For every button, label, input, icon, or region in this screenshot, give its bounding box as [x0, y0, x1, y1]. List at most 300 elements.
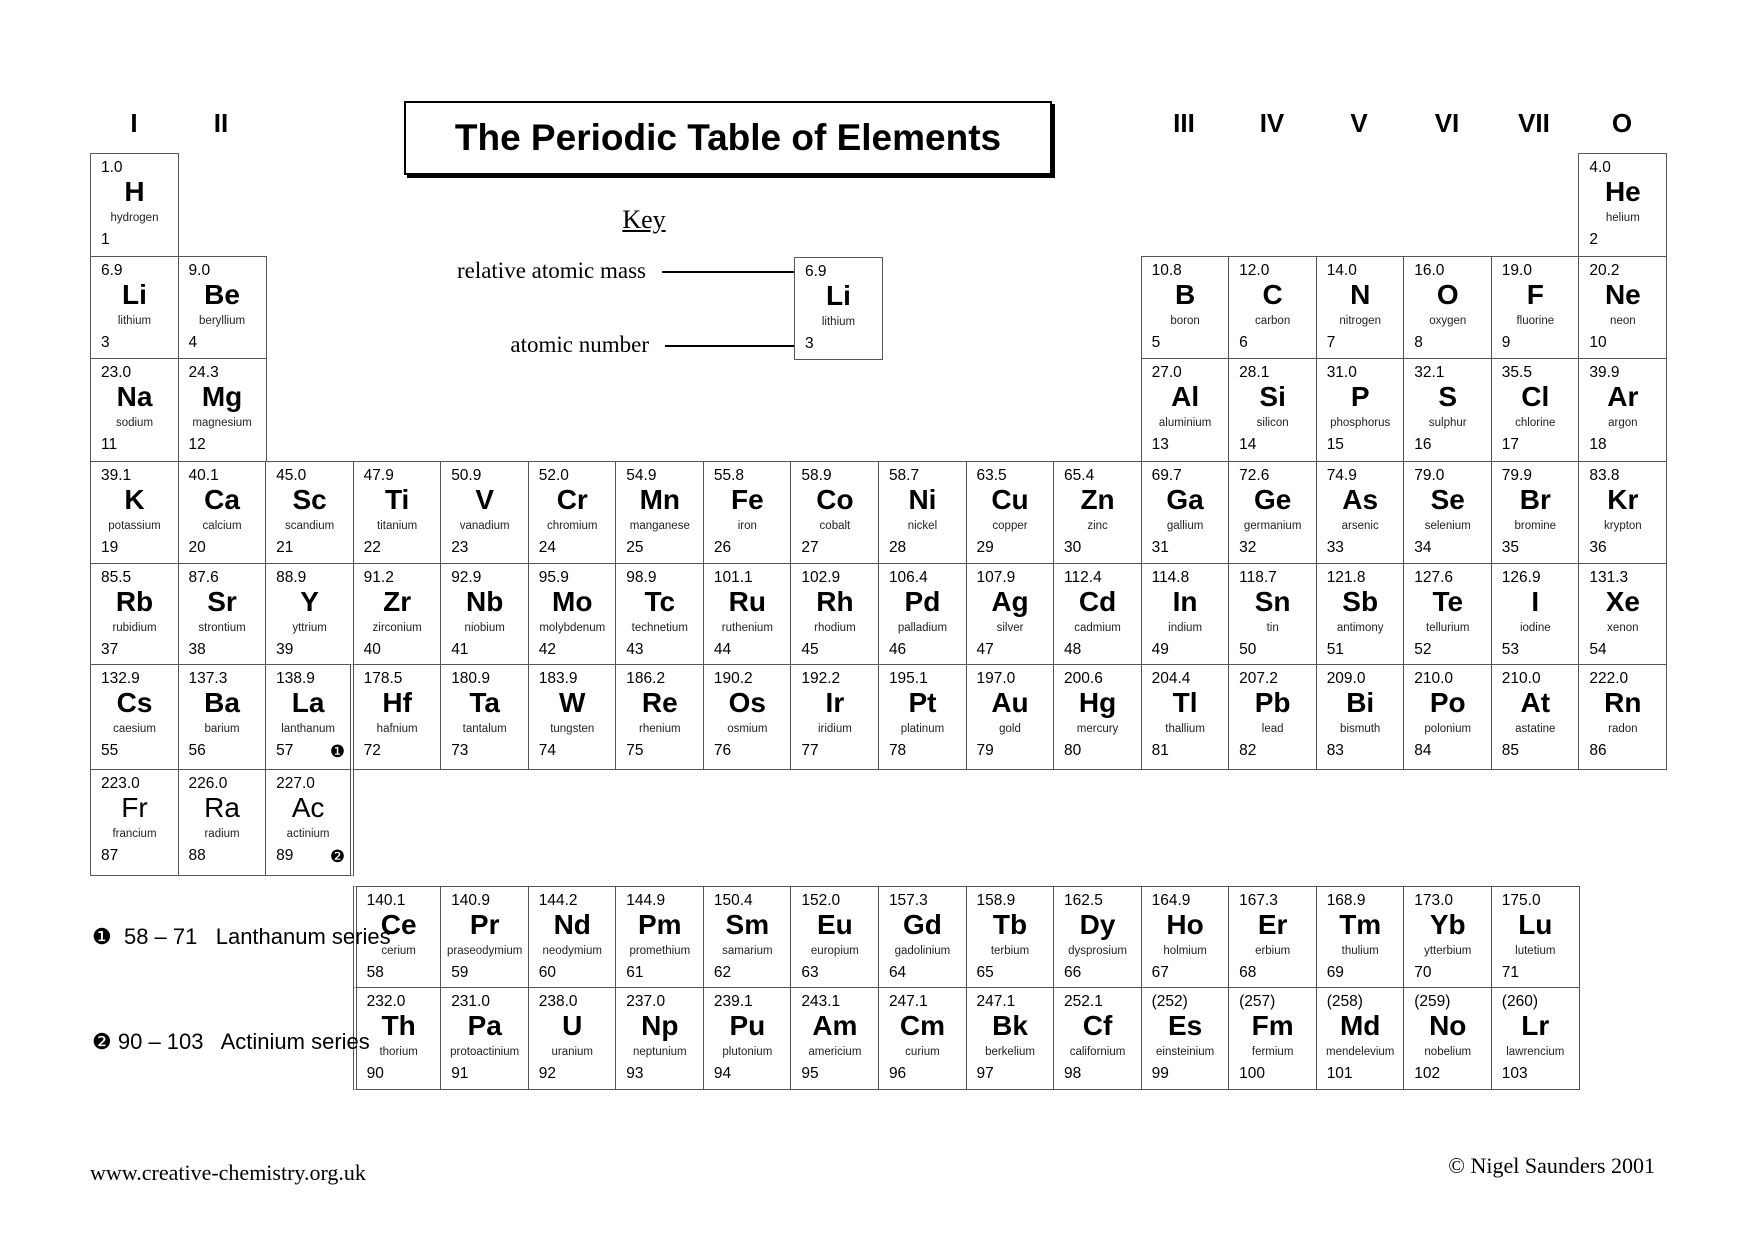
element-cell-antimony: [1316, 563, 1405, 665]
element-symbol: Te: [1432, 586, 1464, 617]
group-label-5: V: [1350, 108, 1368, 138]
atomic-number: 45: [801, 641, 819, 658]
element-mass: 72.6: [1239, 467, 1270, 484]
series-name: Lanthanum series: [215, 924, 391, 949]
element-name: hydrogen: [110, 212, 159, 224]
element-mass: 178.5: [363, 670, 403, 687]
element-name: xenon: [1607, 622, 1639, 634]
element-mass: 107.9: [976, 569, 1016, 586]
atomic-number: 4: [188, 334, 198, 351]
element-mass: 209.0: [1326, 670, 1366, 687]
element-symbol: Ge: [1253, 484, 1292, 515]
atomic-number: 94: [713, 1065, 732, 1082]
element-cell-selenium: [1403, 461, 1492, 564]
element-name: antimony: [1336, 622, 1384, 634]
element-name: europium: [810, 945, 859, 957]
element-mass: 20.2: [1589, 262, 1620, 279]
element-name: uranium: [551, 1046, 594, 1058]
element-cell-phosphorus: [1316, 358, 1405, 462]
element-mass: 52.0: [538, 467, 569, 484]
element-name: berkelium: [985, 1046, 1035, 1058]
element-symbol: Ta: [469, 687, 500, 718]
element-mass: 83.8: [1589, 467, 1620, 484]
element-cell-holmium: [1141, 886, 1230, 988]
actinium-series-label: [92, 1029, 370, 1055]
element-name: aluminium: [1158, 417, 1212, 429]
atomic-number: 44: [713, 641, 732, 658]
element-symbol: Bk: [992, 1010, 1028, 1041]
element-cell-sulphur: [1403, 358, 1492, 462]
element-cell-thallium: [1141, 664, 1230, 770]
atomic-number: 6: [1239, 334, 1248, 351]
element-symbol: Ru: [728, 586, 766, 617]
element-symbol: Cf: [1082, 1010, 1113, 1041]
element-symbol: Pa: [467, 1010, 502, 1041]
element-cell-erbium: [1228, 886, 1317, 988]
element-symbol: Hf: [382, 687, 412, 718]
element-cell-nitrogen: [1316, 256, 1405, 359]
element-cell-iron: [703, 461, 792, 564]
element-name: ytterbium: [1424, 945, 1472, 957]
element-name: bismuth: [1340, 723, 1381, 735]
element-symbol: Hg: [1078, 687, 1117, 718]
element-mass: 200.6: [1064, 670, 1103, 687]
element-symbol: Si: [1259, 381, 1286, 412]
element-name: lutetium: [1515, 945, 1556, 957]
atomic-number: 14: [1239, 436, 1257, 453]
element-name: thorium: [379, 1046, 418, 1058]
element-mass: 150.4: [713, 892, 753, 909]
element-name: titanium: [377, 520, 418, 532]
atomic-number: 60: [538, 964, 556, 981]
atomic-number: 46: [888, 641, 907, 658]
element-name: tin: [1266, 622, 1279, 634]
element-symbol: Pt: [908, 687, 937, 718]
element-cell-iodine: [1491, 563, 1580, 665]
element-cell-dysprosium: [1053, 886, 1142, 988]
element-cell-xenon: [1578, 563, 1667, 665]
element-cell-protoactinium: [440, 987, 529, 1090]
element-name: mendelevium: [1325, 1046, 1395, 1058]
element-symbol: Tc: [644, 586, 676, 617]
element-cell-lead: [1228, 664, 1317, 770]
element-mass: 231.0: [451, 993, 490, 1010]
atomic-number: 69: [1326, 964, 1344, 981]
element-symbol: Th: [381, 1010, 416, 1041]
element-name: nitrogen: [1339, 315, 1381, 327]
atomic-number: 91: [451, 1065, 469, 1082]
element-name: dysprosium: [1068, 945, 1127, 957]
element-cell-neon: [1578, 256, 1667, 359]
atomic-number: 72: [363, 742, 381, 759]
element-cell-rhenium: [615, 664, 704, 770]
atomic-number: 5: [1151, 334, 1161, 351]
element-mass: 65.4: [1064, 467, 1095, 484]
series-marker-2: ❷: [92, 1029, 112, 1054]
element-cell-nickel: [878, 461, 967, 564]
key-number-label: atomic number: [510, 332, 649, 357]
element-cell-californium: [1053, 987, 1142, 1090]
element-symbol: No: [1429, 1010, 1467, 1041]
element-mass: 95.9: [538, 569, 569, 586]
atomic-number: 36: [1589, 539, 1607, 556]
atomic-number: 31: [1151, 539, 1169, 556]
atomic-number: 59: [451, 964, 469, 981]
element-cell-europium: [790, 886, 879, 988]
element-name: lithium: [117, 315, 152, 327]
element-symbol: Br: [1519, 484, 1551, 515]
element-cell-promethium: [615, 886, 704, 988]
key-number-pointer: [665, 345, 796, 347]
element-symbol: Fm: [1251, 1010, 1294, 1041]
element-name: helium: [1605, 212, 1640, 224]
element-mass: 24.3: [188, 364, 219, 381]
element-cell-osmium: [703, 664, 792, 770]
element-symbol: S: [1438, 381, 1458, 412]
element-symbol: Tm: [1339, 909, 1382, 940]
element-mass: 98.9: [626, 569, 657, 586]
element-name: technetium: [631, 622, 688, 634]
atomic-number: 50: [1239, 641, 1257, 658]
element-symbol: K: [124, 484, 145, 515]
element-symbol: Pb: [1254, 687, 1291, 718]
element-symbol: Ne: [1604, 279, 1641, 310]
element-mass: 226.0: [188, 775, 228, 792]
element-name: neon: [1610, 315, 1636, 327]
element-name: tellurium: [1426, 622, 1470, 634]
element-name: praseodymium: [446, 945, 523, 957]
element-name: argon: [1608, 417, 1638, 429]
atomic-number: 79: [976, 742, 994, 759]
element-cell-arsenic: [1316, 461, 1405, 564]
element-mass: 10.8: [1151, 262, 1182, 279]
group-label-7: VII: [1518, 108, 1550, 138]
atomic-number: 53: [1501, 641, 1520, 658]
element-symbol: Zn: [1080, 484, 1115, 515]
element-name: mercury: [1076, 723, 1119, 735]
element-mass: 102.9: [801, 569, 841, 586]
element-name: neptunium: [632, 1046, 687, 1058]
group-label-0: O: [1611, 108, 1633, 138]
element-mass: 186.2: [626, 670, 666, 687]
element-name: caesium: [113, 723, 156, 735]
element-mass: 180.9: [451, 670, 490, 687]
atomic-number: 71: [1501, 964, 1520, 981]
element-name: thulium: [1341, 945, 1379, 957]
element-name: lead: [1261, 723, 1284, 735]
element-symbol: Ti: [384, 484, 410, 515]
atomic-number: 43: [626, 641, 644, 658]
element-symbol: Ag: [991, 586, 1029, 617]
element-symbol: Yb: [1429, 909, 1466, 940]
element-mass: 195.1: [888, 670, 928, 687]
element-cell-radon: [1578, 664, 1667, 770]
element-name: rhodium: [814, 622, 856, 634]
element-name: rhenium: [639, 723, 681, 735]
element-mass: 79.9: [1501, 467, 1532, 484]
element-mass: 12.0: [1239, 262, 1270, 279]
element-symbol: Tb: [992, 909, 1028, 940]
element-name: osmium: [727, 723, 768, 735]
element-symbol: H: [124, 176, 145, 207]
atomic-number: 40: [363, 641, 381, 658]
element-name: polonium: [1424, 723, 1472, 735]
atomic-number: 10: [1589, 334, 1607, 351]
atomic-number: 37: [101, 641, 119, 658]
element-name: plutonium: [722, 1046, 773, 1058]
element-symbol: Sr: [207, 586, 237, 617]
element-symbol: Sm: [725, 909, 770, 940]
atomic-number: 24: [538, 539, 556, 556]
element-mass: (257): [1239, 993, 1276, 1010]
element-cell-curium: [878, 987, 967, 1090]
element-symbol: Mo: [552, 586, 593, 617]
atomic-number: 68: [1239, 964, 1257, 981]
key-example-number: 3: [805, 335, 814, 352]
element-cell-indium: [1141, 563, 1230, 665]
element-mass: 19.0: [1501, 262, 1532, 279]
element-name: tantalum: [462, 723, 507, 735]
atomic-number: 81: [1151, 742, 1169, 759]
element-cell-technetium: [615, 563, 704, 665]
atomic-number: 84: [1414, 742, 1432, 759]
element-symbol: Sn: [1254, 586, 1291, 617]
element-symbol: Au: [991, 687, 1029, 718]
atomic-number: 98: [1064, 1065, 1082, 1082]
element-cell-chlorine: [1491, 358, 1580, 462]
element-cell-tantalum: [440, 664, 529, 770]
element-name: germanium: [1243, 520, 1302, 532]
element-symbol: Ce: [380, 909, 417, 940]
group-label-2: II: [213, 108, 229, 138]
atomic-number: 62: [713, 964, 732, 981]
element-mass: 247.1: [976, 993, 1016, 1010]
element-mass: (258): [1326, 993, 1363, 1010]
element-cell-silver: [966, 563, 1055, 665]
element-cell-bromine: [1491, 461, 1580, 564]
element-symbol: At: [1520, 687, 1551, 718]
atomic-number: 29: [976, 539, 994, 556]
element-cell-ytterbium: [1403, 886, 1492, 988]
key-title: Key: [622, 205, 666, 234]
element-symbol: Mg: [201, 381, 243, 412]
element-name: manganese: [629, 520, 690, 532]
element-mass: 164.9: [1151, 892, 1191, 909]
element-name: platinum: [900, 723, 945, 735]
element-cell-francium: [90, 769, 179, 876]
atomic-number: 49: [1151, 641, 1169, 658]
element-mass: (252): [1151, 993, 1188, 1010]
element-name: yttrium: [292, 622, 327, 634]
element-cell-rhodium: [790, 563, 879, 665]
element-name: curium: [905, 1046, 940, 1058]
element-symbol: Ra: [204, 792, 240, 823]
element-symbol: Bi: [1346, 687, 1375, 718]
element-name: copper: [992, 520, 1028, 532]
element-cell-manganese: [615, 461, 704, 564]
element-mass: 40.1: [188, 467, 219, 484]
element-mass: 118.7: [1239, 569, 1277, 586]
atomic-number: 67: [1151, 964, 1169, 981]
element-cell-barium: [178, 664, 267, 770]
element-symbol: Xe: [1605, 586, 1640, 617]
element-mass: 127.6: [1414, 569, 1454, 586]
element-mass: 106.4: [888, 569, 928, 586]
element-symbol: N: [1350, 279, 1371, 310]
element-name: zirconium: [372, 622, 422, 634]
element-mass: 4.0: [1589, 159, 1611, 176]
element-cell-iridium: [790, 664, 879, 770]
element-symbol: La: [291, 687, 325, 718]
series-marker-1: ❶: [92, 924, 112, 949]
element-name: sodium: [115, 417, 154, 429]
element-cell-tin: [1228, 563, 1317, 665]
element-cell-yttrium: [265, 563, 354, 665]
element-symbol: Ca: [204, 484, 240, 515]
element-symbol: Ir: [825, 687, 845, 718]
element-mass: 157.3: [888, 892, 928, 909]
atomic-number: 19: [101, 539, 119, 556]
element-mass: 222.0: [1589, 670, 1629, 687]
element-symbol: Sb: [1342, 586, 1379, 617]
atomic-number: 65: [976, 964, 994, 981]
key-example-name: lithium: [821, 316, 856, 328]
element-name: iron: [737, 520, 757, 532]
atomic-number: 88: [188, 847, 206, 864]
atomic-number: 87: [101, 847, 119, 864]
element-mass: (259): [1414, 993, 1451, 1010]
element-symbol: Ac: [291, 792, 325, 823]
element-cell-gadolinium: [878, 886, 967, 988]
element-symbol: Zr: [383, 586, 412, 617]
element-symbol: Be: [204, 279, 240, 310]
page-title: The Periodic Table of Elements: [404, 101, 1052, 175]
element-cell-gold: [966, 664, 1055, 770]
atomic-number: 11: [101, 436, 118, 453]
element-symbol: Ba: [204, 687, 240, 718]
atomic-number: 22: [363, 539, 381, 556]
atomic-number: 47: [976, 641, 994, 658]
element-cell-cobalt: [790, 461, 879, 564]
element-name: lawrencium: [1506, 1046, 1565, 1058]
element-name: scandium: [284, 520, 335, 532]
element-name: samarium: [722, 945, 773, 957]
element-mass: 1.0: [101, 159, 123, 176]
element-cell-mendelevium: [1316, 987, 1405, 1090]
element-cell-molybdenum: [528, 563, 617, 665]
element-symbol: Ga: [1166, 484, 1204, 515]
atomic-number: 23: [451, 539, 469, 556]
element-mass: 35.5: [1501, 364, 1532, 381]
element-cell-uranium: [528, 987, 617, 1090]
atomic-number: 103: [1501, 1065, 1528, 1082]
element-name: nickel: [907, 520, 938, 532]
element-symbol: Y: [300, 586, 319, 617]
element-mass: 144.9: [626, 892, 666, 909]
element-name: holmium: [1163, 945, 1207, 957]
element-name: lanthanum: [281, 723, 335, 735]
element-symbol: Lu: [1518, 909, 1553, 940]
element-cell-fluorine: [1491, 256, 1580, 359]
element-name: americium: [808, 1046, 862, 1058]
element-cell-berkelium: [966, 987, 1055, 1090]
element-symbol: Es: [1167, 1010, 1203, 1041]
atomic-number: 2: [1589, 231, 1598, 248]
series-marker-icon: ❷: [329, 847, 346, 866]
element-cell-americium: [790, 987, 879, 1090]
element-symbol: Np: [641, 1010, 679, 1041]
element-cell-cadmium: [1053, 563, 1142, 665]
element-cell-platinum: [878, 664, 967, 770]
element-mass: 192.2: [801, 670, 841, 687]
element-cell-thulium: [1316, 886, 1405, 988]
element-mass: 92.9: [451, 569, 482, 586]
element-symbol: V: [475, 484, 495, 515]
element-mass: 168.9: [1326, 892, 1366, 909]
atomic-number: 52: [1414, 641, 1432, 658]
element-cell-titanium: [353, 461, 442, 564]
element-mass: 204.4: [1151, 670, 1191, 687]
element-name: fluorine: [1516, 315, 1555, 327]
element-mass: 55.8: [713, 467, 745, 484]
element-name: actinium: [286, 828, 330, 840]
element-name: carbon: [1255, 315, 1291, 327]
element-cell-mercury: [1053, 664, 1142, 770]
element-symbol: Er: [1257, 909, 1288, 940]
element-mass: 114.8: [1151, 569, 1190, 586]
element-name: astatine: [1515, 723, 1556, 735]
element-name: silver: [996, 622, 1024, 634]
element-name: radon: [1608, 723, 1638, 735]
element-cell-hafnium: [353, 664, 442, 770]
element-mass: 132.9: [101, 670, 140, 687]
element-name: selenium: [1424, 520, 1471, 532]
element-cell-silicon: [1228, 358, 1317, 462]
element-mass: (260): [1501, 993, 1538, 1010]
element-cell-boron: [1141, 256, 1230, 359]
element-symbol: I: [1531, 586, 1540, 617]
element-symbol: F: [1526, 279, 1544, 310]
element-mass: 27.0: [1151, 364, 1182, 381]
element-mass: 28.1: [1239, 364, 1270, 381]
group-label-1: I: [130, 108, 138, 138]
element-name: cerium: [381, 945, 416, 957]
element-cell-potassium: [90, 461, 179, 564]
website-link[interactable]: www.creative-chemistry.org.uk: [90, 1160, 366, 1185]
atomic-number: 18: [1589, 436, 1607, 453]
element-mass: 126.9: [1501, 569, 1541, 586]
atomic-number: 93: [626, 1065, 644, 1082]
element-cell-palladium: [878, 563, 967, 665]
atomic-number: 1: [101, 231, 110, 248]
atomic-number: 35: [1501, 539, 1520, 556]
element-symbol: Kr: [1607, 484, 1639, 515]
element-cell-germanium: [1228, 461, 1317, 564]
series-name: Actinium series: [220, 1029, 370, 1054]
atomic-number: 97: [976, 1065, 994, 1082]
element-name: chlorine: [1515, 417, 1556, 429]
element-name: indium: [1168, 622, 1203, 634]
atomic-number: 12: [188, 436, 206, 453]
key-mass-label: relative atomic mass: [456, 258, 646, 283]
element-name: beryllium: [199, 315, 246, 327]
element-cell-beryllium: [178, 256, 267, 359]
element-mass: 16.0: [1414, 262, 1445, 279]
element-symbol: He: [1604, 176, 1641, 207]
element-cell-oxygen: [1403, 256, 1492, 359]
element-cell-helium: [1578, 153, 1667, 257]
key-example-mass: 6.9: [805, 263, 827, 280]
